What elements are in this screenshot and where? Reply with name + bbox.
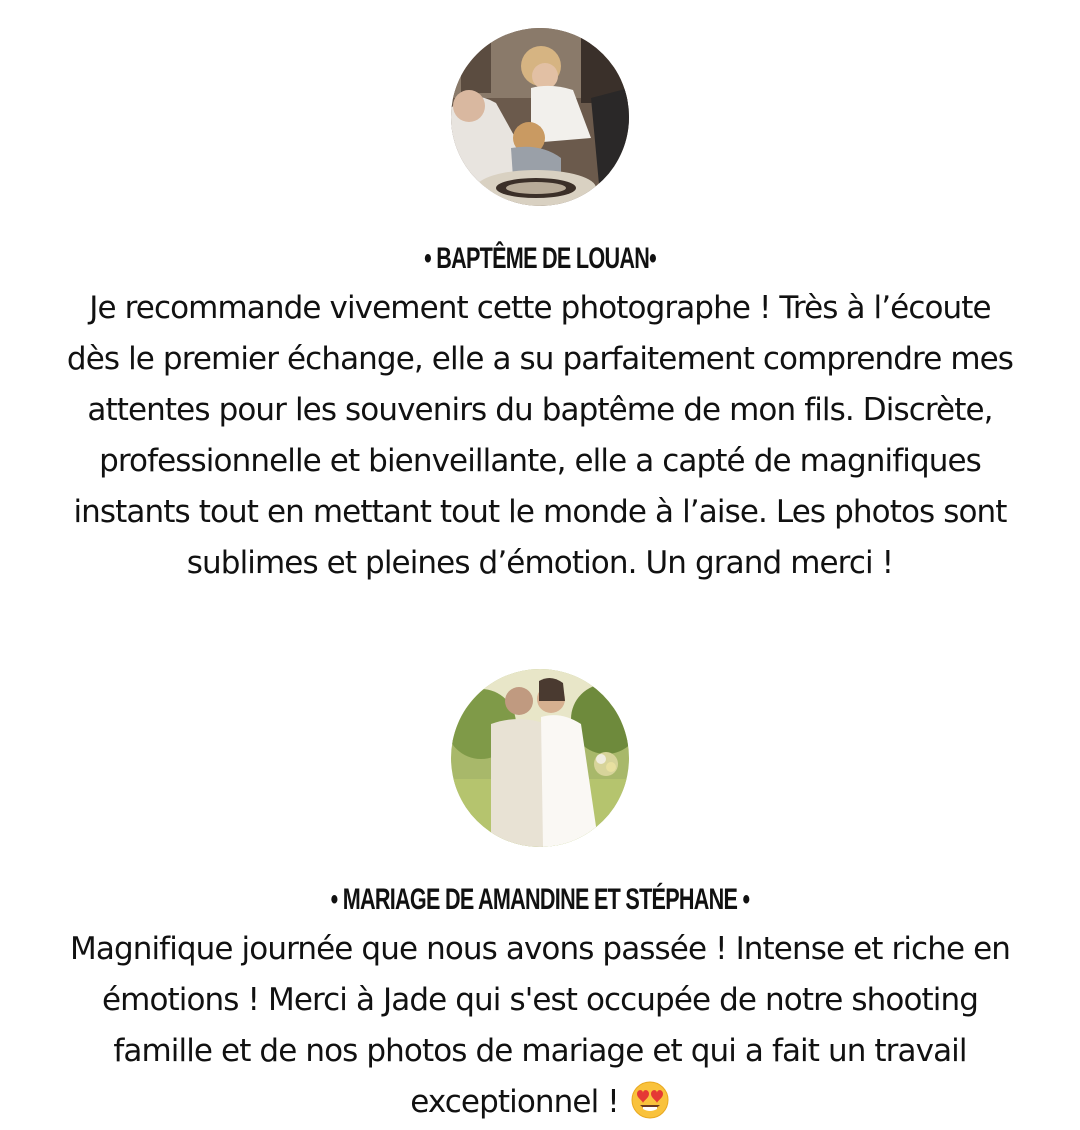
testimonial-text-content: Magnifique journée que nous avons passée ! Intense et riche en émotions ! Merci à Jade qui s'est occupée de notre shooting famille et de nos photos de mariage et qui a fait un travail exceptionnel !	[70, 931, 1010, 1120]
testimonial-title: • MARIAGE DE AMANDINE ET STÉPHANE •	[330, 883, 750, 916]
heart-eyes-emoji-icon	[630, 1080, 670, 1120]
testimonial-text	[60, 924, 1020, 1128]
bapteme-photo-avatar	[451, 28, 629, 206]
mariage-photo-avatar	[451, 669, 629, 847]
testimonial-bapteme	[0, 28, 1080, 589]
testimonial-mariage	[0, 669, 1080, 1128]
mariage-photo-image	[451, 669, 629, 847]
bapteme-photo-image	[451, 28, 629, 206]
testimonial-text: Je recommande vivement cette photographe ! Très à l’écoute dès le premier échange, elle a su parfaitement comprendre mes attentes pour les souvenirs du baptême de mon fils. Discrète, professionnelle et bienveillante, elle a capté de magnifiques instants tout en mettant tout le monde à l’aise. Les photos sont sublimes et pleines d’émotion. Un grand merci !	[66, 290, 1014, 581]
testimonial-title: • BAPTÊME DE LOUAN•	[424, 242, 656, 275]
